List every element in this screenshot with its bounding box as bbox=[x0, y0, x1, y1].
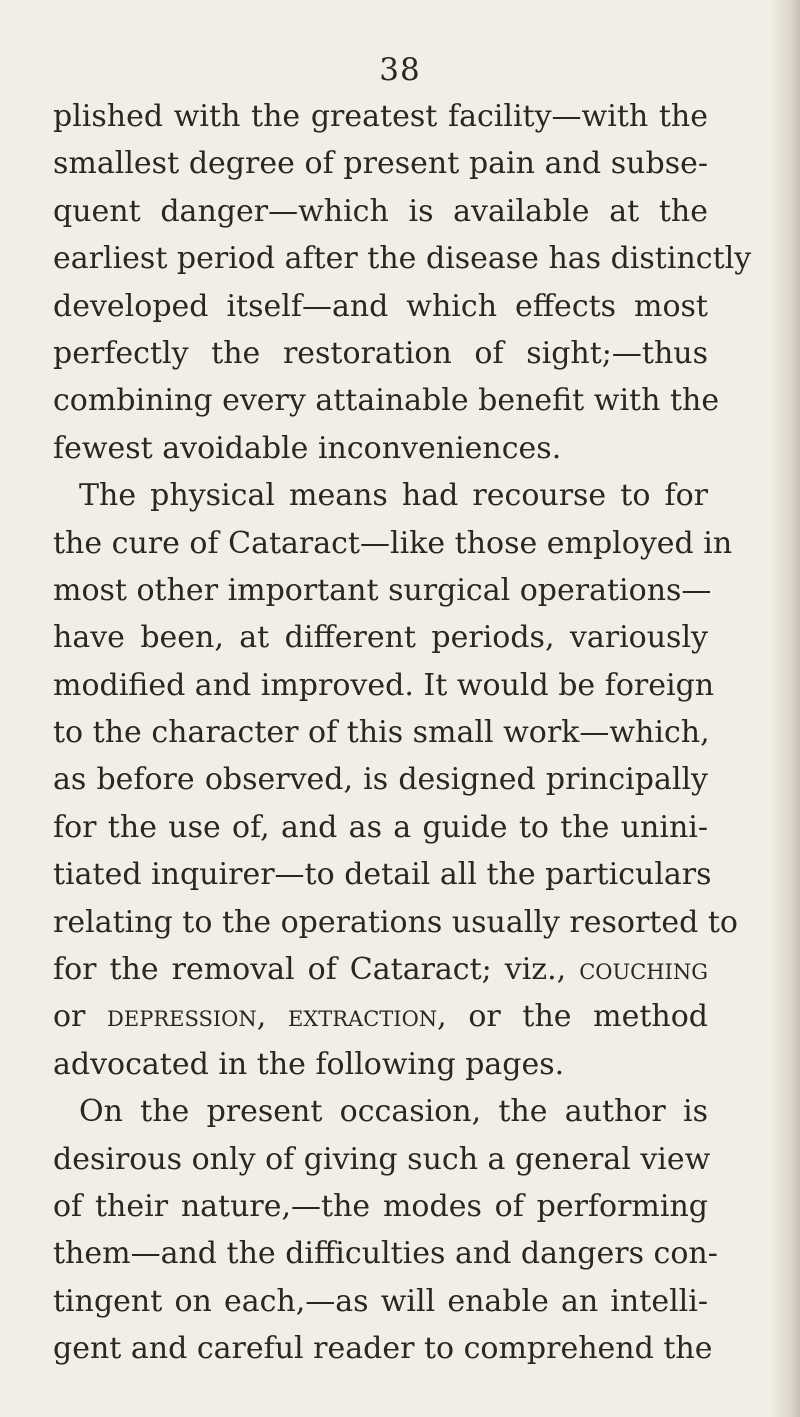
text-line: for the use of, and as a guide to the unini- bbox=[53, 809, 708, 845]
text-line: perfectly the restoration of sight;—thus bbox=[53, 335, 708, 371]
text-line: combining every attainable benefit with the bbox=[53, 383, 720, 419]
text-line: of their nature,—the modes of performing bbox=[53, 1188, 708, 1224]
small-caps-term: couching bbox=[579, 952, 708, 988]
paragraph-start-line: On the present occasion, the author is bbox=[79, 1094, 708, 1130]
text-line: modified and improved. It would be foreign bbox=[53, 667, 715, 703]
text-line: tingent on each,—as will enable an intelli- bbox=[53, 1283, 708, 1319]
text-segment: or bbox=[53, 999, 108, 1035]
paragraph-end-line: fewest avoidable inconveniences. bbox=[53, 430, 562, 466]
text-line: to the character of this small work—which, bbox=[53, 715, 710, 751]
text-line: desirous only of giving such a general view bbox=[53, 1141, 711, 1177]
text-line: earliest period after the disease has distinctly bbox=[53, 241, 752, 277]
text-line bbox=[53, 993, 708, 1040]
text-line: most other important surgical operations— bbox=[53, 572, 712, 608]
text-line: quent danger—which is available at the bbox=[53, 193, 708, 229]
paragraph-end-line: advocated in the following pages. bbox=[53, 1046, 565, 1082]
text-line: as before observed, is designed principally bbox=[53, 762, 708, 798]
text-line: tiated inquirer—to detail all the particulars bbox=[53, 857, 712, 893]
text-line: relating to the operations usually resorted to bbox=[53, 904, 738, 940]
text-segment: for the removal of Cataract; viz., bbox=[53, 952, 580, 988]
text-line: plished with the greatest facility—with the bbox=[53, 99, 708, 134]
text-line: smallest degree of present pain and subse- bbox=[53, 146, 708, 182]
small-caps-term: depression, extraction, bbox=[107, 999, 447, 1035]
text-line: developed itself—and which effects most bbox=[53, 288, 708, 324]
body-text bbox=[53, 93, 752, 1373]
text-segment: or the method bbox=[446, 999, 708, 1035]
paragraph-start-line: The physical means had recourse to for bbox=[79, 478, 708, 514]
text-line: the cure of Cataract—like those employed in bbox=[53, 525, 733, 561]
text-line: gent and careful reader to comprehend the bbox=[53, 1331, 713, 1367]
text-line: have been, at different periods, variously bbox=[53, 620, 708, 656]
page-number: 38 bbox=[379, 52, 421, 88]
text-line bbox=[53, 946, 708, 993]
text-line: them—and the difficulties and dangers con- bbox=[53, 1236, 718, 1272]
